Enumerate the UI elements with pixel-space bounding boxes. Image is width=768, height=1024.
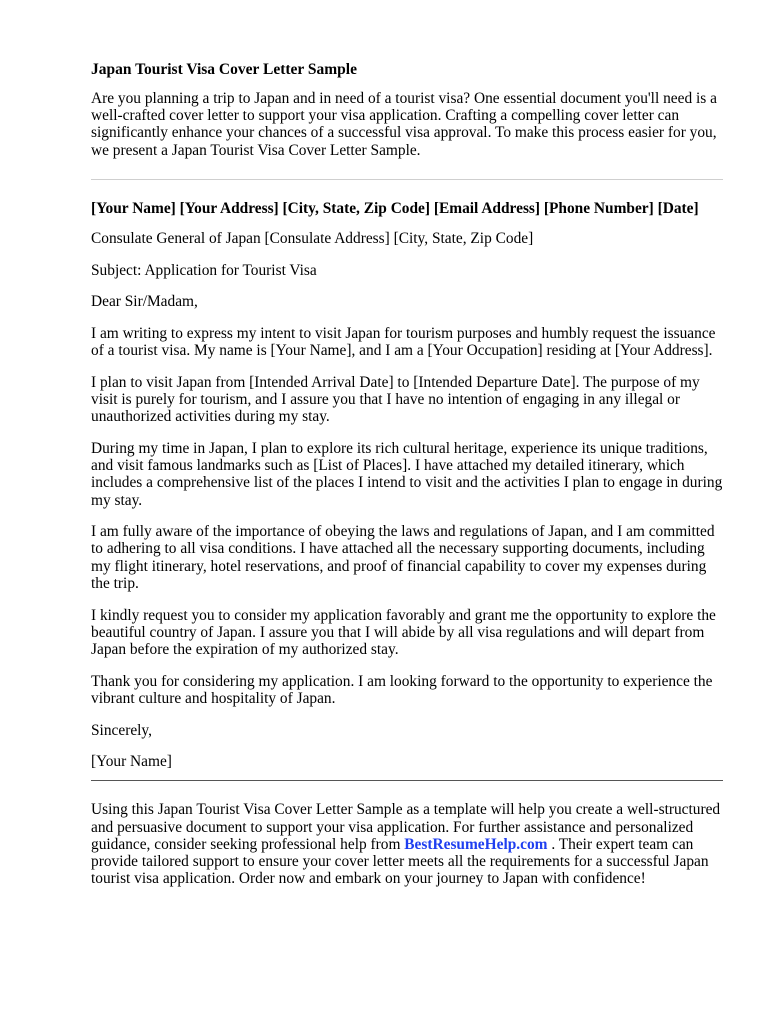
closing: Sincerely,: [91, 721, 152, 739]
bottom-divider: [91, 780, 723, 781]
document-page: [91, 60, 723, 888]
letter-paragraph-2: I plan to visit Japan from [Intended Arrival Date] to [Intended Departure Date]. The purpose of my visit is purely for tourism, and I assure you that I have no intention of engaging in any illegal or unauthorized activities during my stay.: [91, 373, 700, 426]
signature: [Your Name]: [91, 753, 172, 771]
salutation: Dear Sir/Madam,: [91, 293, 198, 311]
letter-paragraph-5: I kindly request you to consider my application favorably and grant me the opportunity to explore the beautiful country of Japan. I assure you that I will abide by all visa regulations and will depart from Japan before the expiration of my authorized stay.: [91, 606, 716, 658]
letter-paragraph-3: During my time in Japan, I plan to explore its rich cultural heritage, experience its unique traditions, and visit famous landmarks such as [List of Places]. I have attached my detailed itinerary, which includes a comprehensive list of the places I intend to visit and the activities I plan to engage in during my stay.: [91, 439, 723, 509]
top-divider: [91, 179, 723, 180]
page-title: Japan Tourist Visa Cover Letter Sample: [91, 61, 357, 78]
letter-paragraph-4: I am fully aware of the importance of obeying the laws and regulations of Japan, and I am committed to adhering to all visa conditions. I have attached all the necessary supporting documents, including my flight itinerary, hotel reservations, and proof of financial capability to cover my expenses during the trip.: [91, 523, 715, 592]
subject-line: Subject: Application for Tourist Visa: [91, 261, 317, 279]
letter-paragraph-6: Thank you for considering my application. I am looking forward to the opportunity to experience the vibrant culture and hospitality of Japan.: [91, 672, 713, 707]
outro-text-start: Using this Japan Tourist Visa Cover Letter Sample as a template will help you create a well-structured and persuasive document to support your visa application. For further assistance and personalized guidance, consider seeking professional help from: [91, 801, 721, 853]
outro-paragraph: [91, 801, 723, 887]
letter-paragraph-1: I am writing to express my intent to visit Japan for tourism purposes and humbly request the issuance of a tourist visa. My name is [Your Name], and I am a [Your Occupation] residing at [Your Address].: [91, 324, 716, 360]
bestresumehelp-link[interactable]: BestResumeHelp.com: [404, 835, 548, 853]
sender-info-line: [Your Name] [Your Address] [City, State, Zip Code] [Email Address] [Phone Number] [Date]: [91, 199, 699, 217]
intro-paragraph: Are you planning a trip to Japan and in need of a tourist visa? One essential document you'll need is a well-crafted cover letter to support your visa application. Crafting a compelling cover letter can significantly enhance your chances of a successful visa approval. To make this process easier for you, we present a Japan Tourist Visa Cover Letter Sample.: [91, 90, 717, 159]
outro-text-end: . Their expert team can provide tailored support to ensure your cover letter meets all the requirements for a successful Japan tourist visa application. Order now and embark on your journey to Japan with confidence!: [91, 835, 709, 888]
recipient-line: Consulate General of Japan [Consulate Address] [City, State, Zip Code]: [91, 229, 534, 247]
